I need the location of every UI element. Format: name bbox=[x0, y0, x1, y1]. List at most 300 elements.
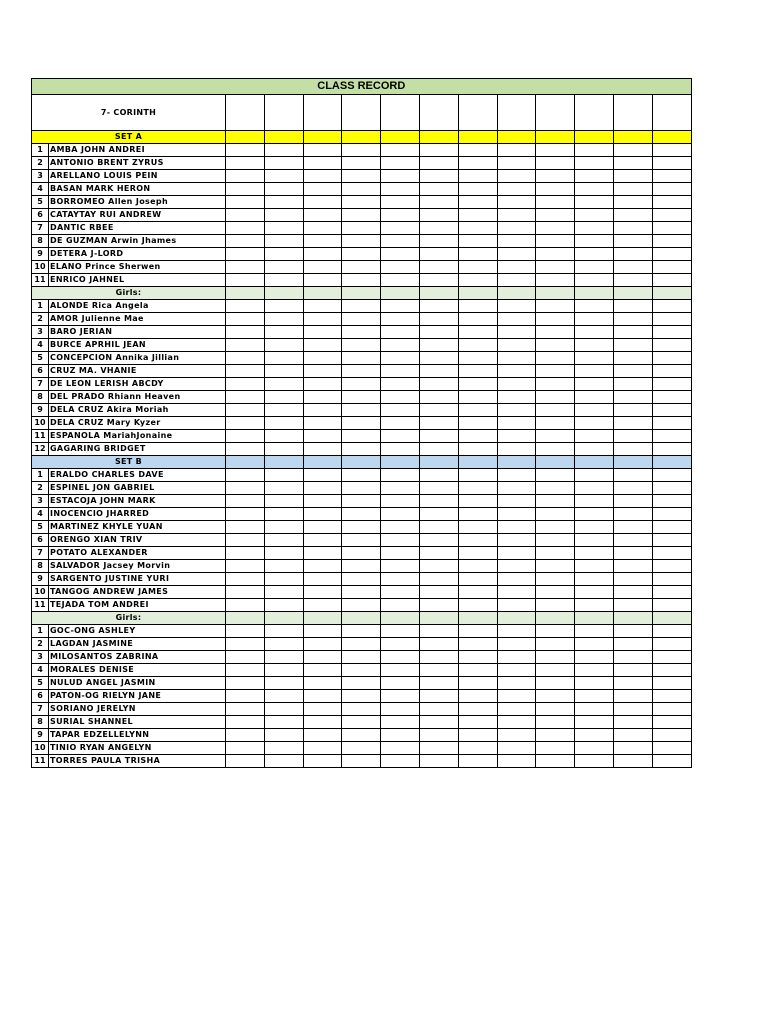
student-name[interactable]: ESTACOJA JOHN MARK bbox=[49, 495, 226, 508]
group-label[interactable]: Girls: bbox=[32, 612, 226, 625]
grade-cell[interactable] bbox=[226, 547, 265, 560]
grade-cell[interactable] bbox=[497, 339, 536, 352]
grade-cell[interactable] bbox=[342, 222, 381, 235]
grade-cell[interactable] bbox=[652, 430, 691, 443]
grade-cell[interactable] bbox=[575, 157, 614, 170]
grade-cell[interactable] bbox=[613, 599, 652, 612]
grade-cell[interactable] bbox=[226, 430, 265, 443]
group-fill-cell[interactable] bbox=[575, 131, 614, 144]
grade-cell[interactable] bbox=[497, 300, 536, 313]
grade-cell[interactable] bbox=[613, 170, 652, 183]
student-number[interactable]: 3 bbox=[32, 495, 49, 508]
grade-cell[interactable] bbox=[264, 326, 303, 339]
grade-cell[interactable] bbox=[458, 326, 497, 339]
grade-cell[interactable] bbox=[226, 274, 265, 287]
grade-cell[interactable] bbox=[575, 274, 614, 287]
grade-cell[interactable] bbox=[575, 560, 614, 573]
grade-cell[interactable] bbox=[303, 95, 342, 131]
grade-cell[interactable] bbox=[381, 404, 420, 417]
student-name[interactable]: INOCENCIO JHARRED bbox=[49, 508, 226, 521]
grade-cell[interactable] bbox=[303, 404, 342, 417]
grade-cell[interactable] bbox=[613, 274, 652, 287]
student-name[interactable]: SALVADOR Jacsey Morvin bbox=[49, 560, 226, 573]
grade-cell[interactable] bbox=[264, 521, 303, 534]
grade-cell[interactable] bbox=[419, 391, 458, 404]
group-fill-cell[interactable] bbox=[458, 456, 497, 469]
grade-cell[interactable] bbox=[419, 339, 458, 352]
grade-cell[interactable] bbox=[342, 144, 381, 157]
grade-cell[interactable] bbox=[419, 703, 458, 716]
grade-cell[interactable] bbox=[381, 417, 420, 430]
group-fill-cell[interactable] bbox=[536, 131, 575, 144]
grade-cell[interactable] bbox=[575, 586, 614, 599]
grade-cell[interactable] bbox=[652, 729, 691, 742]
grade-cell[interactable] bbox=[497, 495, 536, 508]
grade-cell[interactable] bbox=[613, 729, 652, 742]
grade-cell[interactable] bbox=[458, 365, 497, 378]
grade-cell[interactable] bbox=[226, 443, 265, 456]
grade-cell[interactable] bbox=[264, 404, 303, 417]
grade-cell[interactable] bbox=[458, 469, 497, 482]
grade-cell[interactable] bbox=[536, 417, 575, 430]
group-fill-cell[interactable] bbox=[342, 287, 381, 300]
grade-cell[interactable] bbox=[613, 495, 652, 508]
student-name[interactable]: ELANO Prince Sherwen bbox=[49, 261, 226, 274]
grade-cell[interactable] bbox=[536, 599, 575, 612]
student-name[interactable]: ARELLANO LOUIS PEIN bbox=[49, 170, 226, 183]
grade-cell[interactable] bbox=[342, 547, 381, 560]
grade-cell[interactable] bbox=[342, 326, 381, 339]
group-label[interactable]: Girls: bbox=[32, 287, 226, 300]
student-name[interactable]: GOC-ONG ASHLEY bbox=[49, 625, 226, 638]
grade-cell[interactable] bbox=[613, 755, 652, 768]
grade-cell[interactable] bbox=[458, 313, 497, 326]
grade-cell[interactable] bbox=[458, 716, 497, 729]
grade-cell[interactable] bbox=[536, 235, 575, 248]
grade-cell[interactable] bbox=[381, 326, 420, 339]
student-name[interactable]: LAGDAN JASMINE bbox=[49, 638, 226, 651]
grade-cell[interactable] bbox=[497, 313, 536, 326]
grade-cell[interactable] bbox=[613, 209, 652, 222]
student-number[interactable]: 4 bbox=[32, 508, 49, 521]
grade-cell[interactable] bbox=[264, 716, 303, 729]
grade-cell[interactable] bbox=[264, 378, 303, 391]
grade-cell[interactable] bbox=[497, 404, 536, 417]
grade-cell[interactable] bbox=[381, 547, 420, 560]
student-name[interactable]: MORALES DENISE bbox=[49, 664, 226, 677]
grade-cell[interactable] bbox=[536, 248, 575, 261]
grade-cell[interactable] bbox=[226, 703, 265, 716]
grade-cell[interactable] bbox=[381, 339, 420, 352]
grade-cell[interactable] bbox=[575, 300, 614, 313]
grade-cell[interactable] bbox=[303, 469, 342, 482]
group-fill-cell[interactable] bbox=[226, 287, 265, 300]
grade-cell[interactable] bbox=[303, 183, 342, 196]
grade-cell[interactable] bbox=[575, 365, 614, 378]
grade-cell[interactable] bbox=[342, 417, 381, 430]
grade-cell[interactable] bbox=[226, 417, 265, 430]
grade-cell[interactable] bbox=[419, 196, 458, 209]
grade-cell[interactable] bbox=[497, 157, 536, 170]
grade-cell[interactable] bbox=[536, 157, 575, 170]
group-fill-cell[interactable] bbox=[419, 612, 458, 625]
student-name[interactable]: DE LEON LERISH ABCDY bbox=[49, 378, 226, 391]
grade-cell[interactable] bbox=[497, 677, 536, 690]
grade-cell[interactable] bbox=[458, 170, 497, 183]
grade-cell[interactable] bbox=[458, 677, 497, 690]
grade-cell[interactable] bbox=[419, 508, 458, 521]
grade-cell[interactable] bbox=[303, 274, 342, 287]
grade-cell[interactable] bbox=[458, 248, 497, 261]
grade-cell[interactable] bbox=[613, 196, 652, 209]
grade-cell[interactable] bbox=[536, 729, 575, 742]
grade-cell[interactable] bbox=[381, 586, 420, 599]
grade-cell[interactable] bbox=[226, 586, 265, 599]
grade-cell[interactable] bbox=[342, 352, 381, 365]
grade-cell[interactable] bbox=[226, 573, 265, 586]
grade-cell[interactable] bbox=[536, 508, 575, 521]
grade-cell[interactable] bbox=[613, 508, 652, 521]
grade-cell[interactable] bbox=[613, 716, 652, 729]
grade-cell[interactable] bbox=[264, 417, 303, 430]
group-fill-cell[interactable] bbox=[226, 456, 265, 469]
grade-cell[interactable] bbox=[419, 144, 458, 157]
grade-cell[interactable] bbox=[342, 209, 381, 222]
group-fill-cell[interactable] bbox=[652, 287, 691, 300]
grade-cell[interactable] bbox=[419, 495, 458, 508]
grade-cell[interactable] bbox=[381, 300, 420, 313]
grade-cell[interactable] bbox=[381, 560, 420, 573]
grade-cell[interactable] bbox=[264, 391, 303, 404]
grade-cell[interactable] bbox=[342, 599, 381, 612]
grade-cell[interactable] bbox=[226, 664, 265, 677]
grade-cell[interactable] bbox=[303, 495, 342, 508]
student-number[interactable]: 11 bbox=[32, 599, 49, 612]
grade-cell[interactable] bbox=[536, 378, 575, 391]
group-fill-cell[interactable] bbox=[381, 612, 420, 625]
grade-cell[interactable] bbox=[264, 495, 303, 508]
group-fill-cell[interactable] bbox=[613, 612, 652, 625]
grade-cell[interactable] bbox=[226, 495, 265, 508]
grade-cell[interactable] bbox=[342, 404, 381, 417]
grade-cell[interactable] bbox=[226, 144, 265, 157]
grade-cell[interactable] bbox=[652, 703, 691, 716]
grade-cell[interactable] bbox=[497, 547, 536, 560]
group-fill-cell[interactable] bbox=[536, 456, 575, 469]
student-number[interactable]: 3 bbox=[32, 170, 49, 183]
grade-cell[interactable] bbox=[497, 443, 536, 456]
grade-cell[interactable] bbox=[226, 157, 265, 170]
student-number[interactable]: 8 bbox=[32, 716, 49, 729]
grade-cell[interactable] bbox=[575, 326, 614, 339]
grade-cell[interactable] bbox=[381, 378, 420, 391]
grade-cell[interactable] bbox=[652, 651, 691, 664]
grade-cell[interactable] bbox=[458, 209, 497, 222]
grade-cell[interactable] bbox=[381, 599, 420, 612]
grade-cell[interactable] bbox=[536, 430, 575, 443]
student-name[interactable]: ANTONIO BRENT ZYRUS bbox=[49, 157, 226, 170]
grade-cell[interactable] bbox=[613, 339, 652, 352]
grade-cell[interactable] bbox=[264, 599, 303, 612]
grade-cell[interactable] bbox=[264, 547, 303, 560]
grade-cell[interactable] bbox=[458, 352, 497, 365]
grade-cell[interactable] bbox=[226, 196, 265, 209]
grade-cell[interactable] bbox=[381, 157, 420, 170]
grade-cell[interactable] bbox=[536, 300, 575, 313]
group-fill-cell[interactable] bbox=[613, 287, 652, 300]
grade-cell[interactable] bbox=[575, 690, 614, 703]
grade-cell[interactable] bbox=[264, 703, 303, 716]
grade-cell[interactable] bbox=[264, 586, 303, 599]
grade-cell[interactable] bbox=[497, 95, 536, 131]
grade-cell[interactable] bbox=[342, 183, 381, 196]
grade-cell[interactable] bbox=[575, 248, 614, 261]
grade-cell[interactable] bbox=[264, 508, 303, 521]
grade-cell[interactable] bbox=[575, 664, 614, 677]
grade-cell[interactable] bbox=[497, 716, 536, 729]
grade-cell[interactable] bbox=[652, 495, 691, 508]
grade-cell[interactable] bbox=[497, 508, 536, 521]
grade-cell[interactable] bbox=[226, 742, 265, 755]
student-number[interactable]: 9 bbox=[32, 573, 49, 586]
grade-cell[interactable] bbox=[575, 534, 614, 547]
grade-cell[interactable] bbox=[342, 677, 381, 690]
grade-cell[interactable] bbox=[342, 755, 381, 768]
grade-cell[interactable] bbox=[536, 404, 575, 417]
student-name[interactable]: NULUD ANGEL JASMIN bbox=[49, 677, 226, 690]
student-name[interactable]: TEJADA TOM ANDREI bbox=[49, 599, 226, 612]
grade-cell[interactable] bbox=[458, 742, 497, 755]
grade-cell[interactable] bbox=[381, 703, 420, 716]
grade-cell[interactable] bbox=[575, 95, 614, 131]
student-name[interactable]: CATAYTAY RUI ANDREW bbox=[49, 209, 226, 222]
grade-cell[interactable] bbox=[264, 248, 303, 261]
grade-cell[interactable] bbox=[381, 365, 420, 378]
group-fill-cell[interactable] bbox=[536, 287, 575, 300]
grade-cell[interactable] bbox=[419, 755, 458, 768]
grade-cell[interactable] bbox=[303, 755, 342, 768]
grade-cell[interactable] bbox=[419, 547, 458, 560]
grade-cell[interactable] bbox=[458, 274, 497, 287]
student-name[interactable]: SORIANO JERELYN bbox=[49, 703, 226, 716]
grade-cell[interactable] bbox=[226, 95, 265, 131]
grade-cell[interactable] bbox=[536, 326, 575, 339]
grade-cell[interactable] bbox=[303, 521, 342, 534]
grade-cell[interactable] bbox=[536, 573, 575, 586]
student-number[interactable]: 2 bbox=[32, 638, 49, 651]
grade-cell[interactable] bbox=[497, 638, 536, 651]
grade-cell[interactable] bbox=[226, 534, 265, 547]
grade-cell[interactable] bbox=[226, 508, 265, 521]
grade-cell[interactable] bbox=[303, 560, 342, 573]
student-name[interactable]: TORRES PAULA TRISHA bbox=[49, 755, 226, 768]
grade-cell[interactable] bbox=[419, 222, 458, 235]
grade-cell[interactable] bbox=[226, 235, 265, 248]
student-number[interactable]: 10 bbox=[32, 261, 49, 274]
grade-cell[interactable] bbox=[613, 742, 652, 755]
grade-cell[interactable] bbox=[613, 326, 652, 339]
grade-cell[interactable] bbox=[575, 573, 614, 586]
grade-cell[interactable] bbox=[264, 365, 303, 378]
grade-cell[interactable] bbox=[536, 664, 575, 677]
grade-cell[interactable] bbox=[575, 417, 614, 430]
group-fill-cell[interactable] bbox=[264, 456, 303, 469]
grade-cell[interactable] bbox=[226, 222, 265, 235]
grade-cell[interactable] bbox=[575, 352, 614, 365]
student-name[interactable]: POTATO ALEXANDER bbox=[49, 547, 226, 560]
grade-cell[interactable] bbox=[303, 326, 342, 339]
grade-cell[interactable] bbox=[458, 586, 497, 599]
grade-cell[interactable] bbox=[381, 352, 420, 365]
grade-cell[interactable] bbox=[613, 690, 652, 703]
student-name[interactable]: DELA CRUZ Mary Kyzer bbox=[49, 417, 226, 430]
grade-cell[interactable] bbox=[264, 651, 303, 664]
grade-cell[interactable] bbox=[381, 651, 420, 664]
grade-cell[interactable] bbox=[303, 729, 342, 742]
grade-cell[interactable] bbox=[303, 625, 342, 638]
grade-cell[interactable] bbox=[419, 521, 458, 534]
grade-cell[interactable] bbox=[264, 183, 303, 196]
student-name[interactable]: ENRICO JAHNEL bbox=[49, 274, 226, 287]
grade-cell[interactable] bbox=[497, 482, 536, 495]
grade-cell[interactable] bbox=[652, 443, 691, 456]
student-name[interactable]: SURIAL SHANNEL bbox=[49, 716, 226, 729]
grade-cell[interactable] bbox=[381, 755, 420, 768]
grade-cell[interactable] bbox=[419, 742, 458, 755]
grade-cell[interactable] bbox=[381, 95, 420, 131]
student-name[interactable]: DETERA J-LORD bbox=[49, 248, 226, 261]
grade-cell[interactable] bbox=[613, 443, 652, 456]
grade-cell[interactable] bbox=[536, 521, 575, 534]
grade-cell[interactable] bbox=[226, 326, 265, 339]
student-number[interactable]: 1 bbox=[32, 469, 49, 482]
grade-cell[interactable] bbox=[381, 170, 420, 183]
student-number[interactable]: 1 bbox=[32, 625, 49, 638]
grade-cell[interactable] bbox=[497, 729, 536, 742]
grade-cell[interactable] bbox=[497, 209, 536, 222]
grade-cell[interactable] bbox=[342, 274, 381, 287]
grade-cell[interactable] bbox=[536, 196, 575, 209]
grade-cell[interactable] bbox=[381, 729, 420, 742]
student-number[interactable]: 7 bbox=[32, 703, 49, 716]
grade-cell[interactable] bbox=[652, 417, 691, 430]
grade-cell[interactable] bbox=[303, 378, 342, 391]
grade-cell[interactable] bbox=[575, 404, 614, 417]
grade-cell[interactable] bbox=[497, 651, 536, 664]
grade-cell[interactable] bbox=[497, 755, 536, 768]
grade-cell[interactable] bbox=[575, 547, 614, 560]
grade-cell[interactable] bbox=[342, 573, 381, 586]
grade-cell[interactable] bbox=[458, 664, 497, 677]
grade-cell[interactable] bbox=[342, 339, 381, 352]
grade-cell[interactable] bbox=[458, 521, 497, 534]
grade-cell[interactable] bbox=[575, 235, 614, 248]
grade-cell[interactable] bbox=[575, 755, 614, 768]
student-number[interactable]: 10 bbox=[32, 742, 49, 755]
group-fill-cell[interactable] bbox=[458, 131, 497, 144]
grade-cell[interactable] bbox=[419, 378, 458, 391]
grade-cell[interactable] bbox=[652, 482, 691, 495]
grade-cell[interactable] bbox=[264, 209, 303, 222]
student-number[interactable]: 8 bbox=[32, 235, 49, 248]
student-number[interactable]: 12 bbox=[32, 443, 49, 456]
grade-cell[interactable] bbox=[536, 443, 575, 456]
grade-cell[interactable] bbox=[342, 248, 381, 261]
student-name[interactable]: BURCE APRHIL JEAN bbox=[49, 339, 226, 352]
grade-cell[interactable] bbox=[575, 469, 614, 482]
grade-cell[interactable] bbox=[536, 391, 575, 404]
student-number[interactable]: 11 bbox=[32, 430, 49, 443]
grade-cell[interactable] bbox=[264, 560, 303, 573]
grade-cell[interactable] bbox=[458, 625, 497, 638]
student-number[interactable]: 5 bbox=[32, 196, 49, 209]
student-number[interactable]: 5 bbox=[32, 352, 49, 365]
grade-cell[interactable] bbox=[381, 248, 420, 261]
grade-cell[interactable] bbox=[497, 560, 536, 573]
student-number[interactable]: 3 bbox=[32, 651, 49, 664]
student-name[interactable]: CONCEPCION Annika Jillian bbox=[49, 352, 226, 365]
grade-cell[interactable] bbox=[303, 443, 342, 456]
grade-cell[interactable] bbox=[381, 508, 420, 521]
grade-cell[interactable] bbox=[342, 742, 381, 755]
grade-cell[interactable] bbox=[652, 378, 691, 391]
grade-cell[interactable] bbox=[381, 573, 420, 586]
grade-cell[interactable] bbox=[497, 417, 536, 430]
grade-cell[interactable] bbox=[381, 495, 420, 508]
group-fill-cell[interactable] bbox=[264, 287, 303, 300]
grade-cell[interactable] bbox=[497, 573, 536, 586]
grade-cell[interactable] bbox=[342, 508, 381, 521]
student-number[interactable]: 7 bbox=[32, 222, 49, 235]
grade-cell[interactable] bbox=[536, 339, 575, 352]
grade-cell[interactable] bbox=[264, 157, 303, 170]
grade-cell[interactable] bbox=[652, 547, 691, 560]
grade-cell[interactable] bbox=[381, 313, 420, 326]
grade-cell[interactable] bbox=[536, 560, 575, 573]
grade-cell[interactable] bbox=[575, 482, 614, 495]
grade-cell[interactable] bbox=[536, 482, 575, 495]
grade-cell[interactable] bbox=[381, 209, 420, 222]
grade-cell[interactable] bbox=[342, 391, 381, 404]
grade-cell[interactable] bbox=[303, 742, 342, 755]
grade-cell[interactable] bbox=[342, 300, 381, 313]
grade-cell[interactable] bbox=[575, 495, 614, 508]
grade-cell[interactable] bbox=[303, 586, 342, 599]
grade-cell[interactable] bbox=[613, 482, 652, 495]
student-name[interactable]: ALONDE Rica Angela bbox=[49, 300, 226, 313]
grade-cell[interactable] bbox=[536, 586, 575, 599]
grade-cell[interactable] bbox=[381, 391, 420, 404]
grade-cell[interactable] bbox=[613, 248, 652, 261]
grade-cell[interactable] bbox=[342, 378, 381, 391]
student-number[interactable]: 9 bbox=[32, 729, 49, 742]
grade-cell[interactable] bbox=[575, 313, 614, 326]
grade-cell[interactable] bbox=[575, 170, 614, 183]
grade-cell[interactable] bbox=[497, 586, 536, 599]
grade-cell[interactable] bbox=[497, 625, 536, 638]
grade-cell[interactable] bbox=[613, 95, 652, 131]
grade-cell[interactable] bbox=[652, 352, 691, 365]
grade-cell[interactable] bbox=[458, 430, 497, 443]
grade-cell[interactable] bbox=[497, 144, 536, 157]
grade-cell[interactable] bbox=[419, 352, 458, 365]
grade-cell[interactable] bbox=[536, 352, 575, 365]
group-label[interactable]: SET B bbox=[32, 456, 226, 469]
grade-cell[interactable] bbox=[226, 183, 265, 196]
grade-cell[interactable] bbox=[458, 573, 497, 586]
grade-cell[interactable] bbox=[458, 703, 497, 716]
grade-cell[interactable] bbox=[419, 170, 458, 183]
